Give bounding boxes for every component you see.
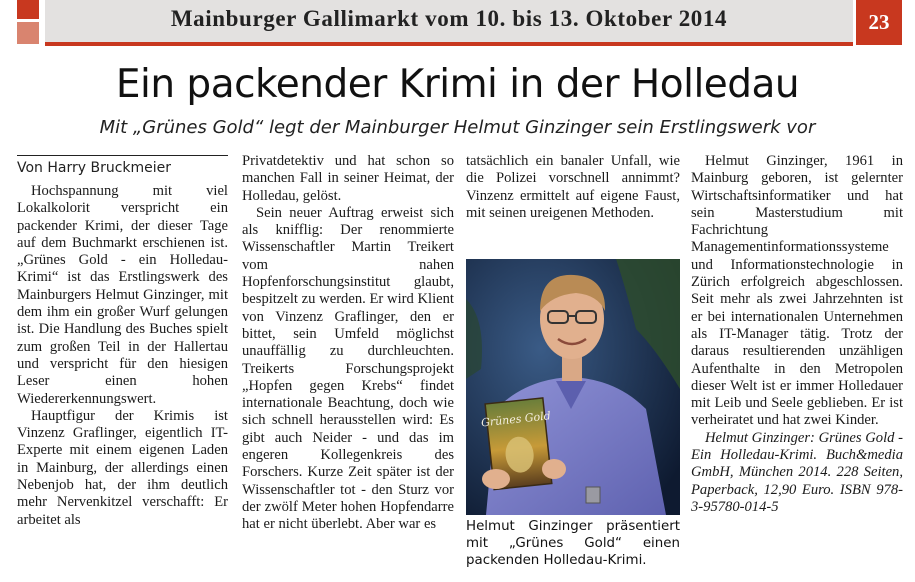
paragraph: Privatdetektiv und hat schon so manchen Fall in seiner Heimat, der Holledau, gelöst.	[242, 153, 454, 204]
paragraph: Helmut Ginzinger, 1961 in Mainburg geboren, ist gelernter Wirtschaftsinformatiker und hat sein Masterstudium mit Fachrichtung Managementinformationssysteme und Informationstechnologie in Zürich erfolgreich abgeschlossen. Seit mehr als zwei Jahrzehnten ist er bei internationalen Unternehmen als IT-Manager tätig. Trotz der daraus resultierenden unzähligen Aufenthalte in den Metropolen dieser Welt ist er immer Holledauer mit Leib und Seele geblieben. Er ist verheiratet und hat zwei Kinder.	[691, 153, 903, 429]
byline-rule	[17, 155, 228, 156]
paragraph: Hauptfigur der Krimis ist Vinzenz Graflinger, eigentlich IT-Experte mit einem eigenen Laden in Mainburg, der allerdings einen Nebenjob hat, der ihm deutlich mehr Nervenkitzel verschafft: Er arbeitet als	[17, 407, 228, 528]
header-accent-square	[17, 0, 39, 19]
article-subheadline: Mit „Grünes Gold“ legt der Mainburger Helmut Ginzinger sein Erstlingswerk vor	[99, 117, 816, 138]
page-header-title: Mainburger Gallimarkt vom 10. bis 13. Oktober 2014	[170, 6, 728, 31]
article-column-4	[691, 153, 903, 516]
article-column-2	[242, 153, 454, 534]
book-cover-title: Grünes Gold	[480, 409, 552, 430]
book-info: Helmut Ginzinger: Grünes Gold - Ein Holledau-Krimi. Buch&media GmbH, München 2014. 228 Seiten, Paperback, 12,90 Euro. ISBN 978-3-95780-014-5	[691, 429, 903, 515]
header-rule	[45, 42, 853, 46]
paragraph: Sein neuer Auftrag erweist sich als knifflig: Der renommierte Wissenschaftler Martin Treikert vom nahen Hopfenforschungsinstitut glaubt, bespitzelt zu werden. Er wird Klient von Vinzenz Graflinger, den er bittet, sein Umfeld möglichst unauffällig zu durchleuchten. Treikerts Forschungsprojekt „Hopfen gegen Krebs“ findet internationale Beachtung, doch wie sich schnell herausstellen wird: Es gibt auch Neider - und das im engeren Kollegenkreis des Forschers. Kurze Zeit später ist der Wissenschaftler tot - den Sturz vor der zwölf Meter hohen Hopfendarre hat er nicht überlebt. Aber war es	[242, 204, 454, 533]
author-photo	[466, 259, 680, 515]
header-accent-square-light	[17, 22, 39, 44]
article-column-1	[17, 183, 228, 529]
byline: Von Harry Bruckmeier	[17, 160, 172, 176]
paragraph: tatsächlich ein banaler Unfall, wie die Polizei vorschnell annimmt? Vinzenz ermittelt auf eigene Faust, mit seinen ureigenen Methoden.	[466, 153, 680, 221]
article-headline: Ein packender Krimi in der Holledau	[115, 62, 800, 107]
article-column-3	[466, 153, 680, 222]
paragraph: Hochspannung mit viel Lokalkolorit verspricht ein packender Krimi, der dieser Tage auf dem Buchmarkt erschienen ist. „Grünes Gold - ein Holledau-Krimi“ ist das Erstlingswerk des Mainburgers Helmut Ginzinger, mit dem ihm ein großer Wurf gelungen ist. Die Handlung des Buches spielt zum großen Teil in der Hallertau und verspricht für den hiesigen Leser einen hohen Wiedererkennungswert.	[17, 183, 228, 407]
page-number: 23	[856, 0, 902, 45]
author-photo-illustration	[466, 259, 680, 515]
photo-caption: Helmut Ginzinger präsentiert mit „Grünes Gold“ einen packenden Holledau-Krimi.	[466, 519, 680, 568]
